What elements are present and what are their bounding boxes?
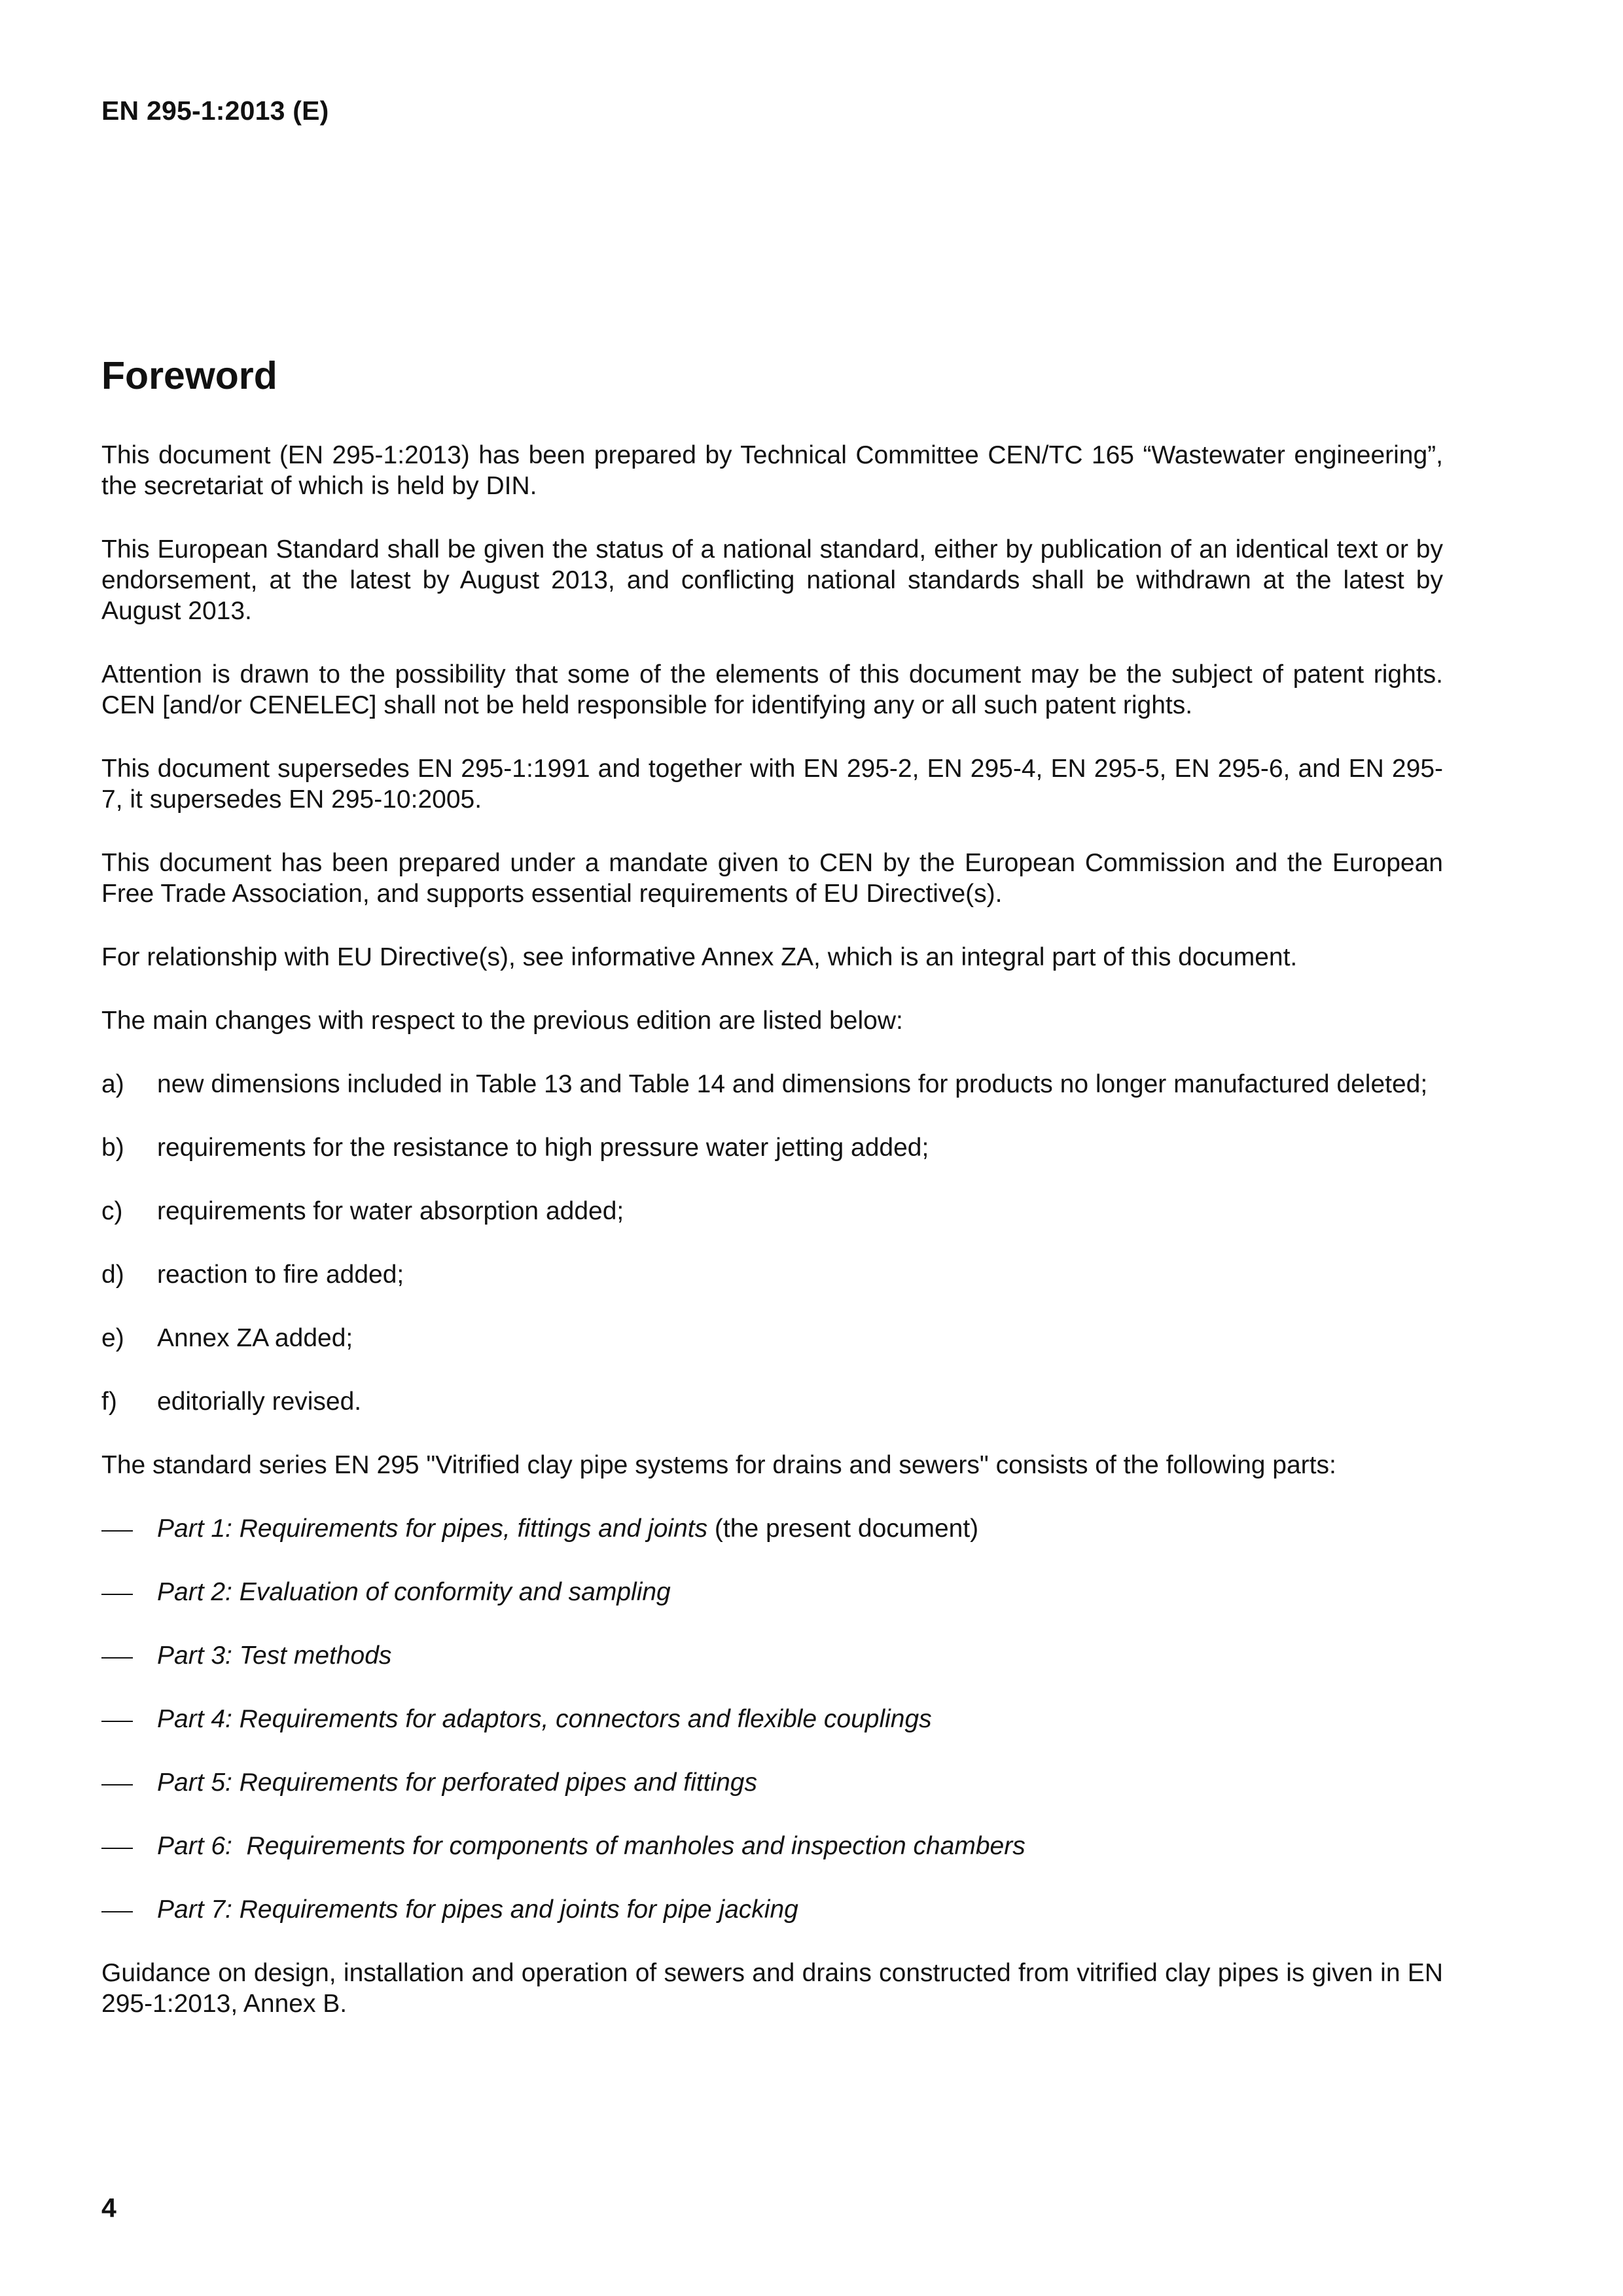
- dash-marker: [101, 1640, 157, 1671]
- list-item: [101, 1894, 1443, 1925]
- list-text: [157, 1577, 1443, 1607]
- list-item: [101, 1069, 1443, 1100]
- list-item: [101, 1513, 1443, 1544]
- part-title: Part 7: Requirements for pipes and joints for pipe jacking: [157, 1895, 798, 1924]
- list-text: [157, 1704, 1443, 1734]
- list-marker: d): [101, 1261, 124, 1289]
- parts-list: [101, 1513, 1443, 1925]
- list-item: [101, 1831, 1443, 1861]
- list-text: [157, 1513, 1443, 1544]
- page-header: EN 295-1:2013 (E): [101, 96, 329, 126]
- dash-marker: [101, 1513, 157, 1544]
- paragraph-patent: Attention is drawn to the possibility that some of the elements of this document may be the subject of patent rights. CEN [and/or CENELEC] shall not be held responsible for identifying any or all such patent rights.: [101, 660, 1443, 719]
- list-text: Annex ZA added;: [157, 1324, 353, 1352]
- paragraph-mandate: This document has been prepared under a mandate given to CEN by the European Commission and the European Free Trade Association, and supports essential requirements of EU Directive(s).: [101, 849, 1443, 908]
- document-body: [101, 440, 1443, 2052]
- list-item: [101, 1704, 1443, 1734]
- changes-list: [101, 1069, 1443, 1417]
- list-item: [101, 1577, 1443, 1607]
- list-item: [101, 1196, 1443, 1227]
- paragraph-series-intro: The standard series EN 295 "Vitrified clay pipe systems for drains and sewers" consists of the following parts:: [101, 1451, 1336, 1479]
- section-title: Foreword: [101, 354, 277, 397]
- part-title: Part 6: Requirements for components of manholes and inspection chambers: [157, 1832, 1026, 1860]
- list-text: requirements for the resistance to high pressure water jetting added;: [157, 1134, 929, 1162]
- list-text: [157, 1831, 1443, 1861]
- dash-marker: [101, 1767, 157, 1798]
- paragraph-supersedes: This document supersedes EN 295-1:1991 and together with EN 295-2, EN 295-4, EN 295-5, EN 295-6, and EN 295-7, it supersedes EN 295-10:2005.: [101, 755, 1443, 814]
- list-item: [101, 1386, 1443, 1417]
- list-item: [101, 1323, 1443, 1354]
- list-text: requirements for water absorption added;: [157, 1197, 624, 1225]
- list-marker: b): [101, 1134, 124, 1162]
- list-marker: f): [101, 1388, 117, 1416]
- list-text: new dimensions included in Table 13 and Table 14 and dimensions for products no longer manufactured deleted;: [157, 1070, 1428, 1098]
- part-title: Part 1: Requirements for pipes, fittings and joints: [157, 1515, 708, 1543]
- paragraph-changes-intro: The main changes with respect to the previous edition are listed below:: [101, 1007, 903, 1035]
- paragraph-guidance: Guidance on design, installation and operation of sewers and drains constructed from vitrified clay pipes is given in EN 295-1:2013, Annex B.: [101, 1959, 1443, 2018]
- dash-marker: [101, 1577, 157, 1607]
- part-title: Part 5: Requirements for perforated pipes and fittings: [157, 1768, 757, 1797]
- part-title: Part 2: Evaluation of conformity and sampling: [157, 1578, 671, 1606]
- part-suffix: (the present document): [707, 1515, 979, 1543]
- list-text: [157, 1767, 1443, 1798]
- list-text: editorially revised.: [157, 1388, 362, 1416]
- list-marker: c): [101, 1197, 123, 1225]
- dash-marker: [101, 1894, 157, 1925]
- part-title: Part 3: Test methods: [157, 1641, 392, 1670]
- paragraph-status: This European Standard shall be given the status of a national standard, either by publication of an identical text or by endorsement, at the latest by August 2013, and conflicting national standards shall be withdrawn at the latest by August 2013.: [101, 535, 1443, 625]
- dash-marker: [101, 1831, 157, 1861]
- list-marker: a): [101, 1070, 124, 1098]
- list-text: [157, 1894, 1443, 1925]
- list-text: [157, 1640, 1443, 1671]
- page-number: 4: [101, 2193, 116, 2223]
- list-text: reaction to fire added;: [157, 1261, 404, 1289]
- list-item: [101, 1767, 1443, 1798]
- list-marker: e): [101, 1324, 124, 1352]
- list-item: [101, 1259, 1443, 1290]
- dash-marker: [101, 1704, 157, 1734]
- list-item: [101, 1640, 1443, 1671]
- part-title: Part 4: Requirements for adaptors, connectors and flexible couplings: [157, 1705, 932, 1733]
- paragraph-directive: For relationship with EU Directive(s), see informative Annex ZA, which is an integral part of this document.: [101, 943, 1298, 971]
- paragraph-committee: This document (EN 295-1:2013) has been prepared by Technical Committee CEN/TC 165 “Wastewater engineering”, the secretariat of which is held by DIN.: [101, 441, 1443, 500]
- list-item: [101, 1132, 1443, 1163]
